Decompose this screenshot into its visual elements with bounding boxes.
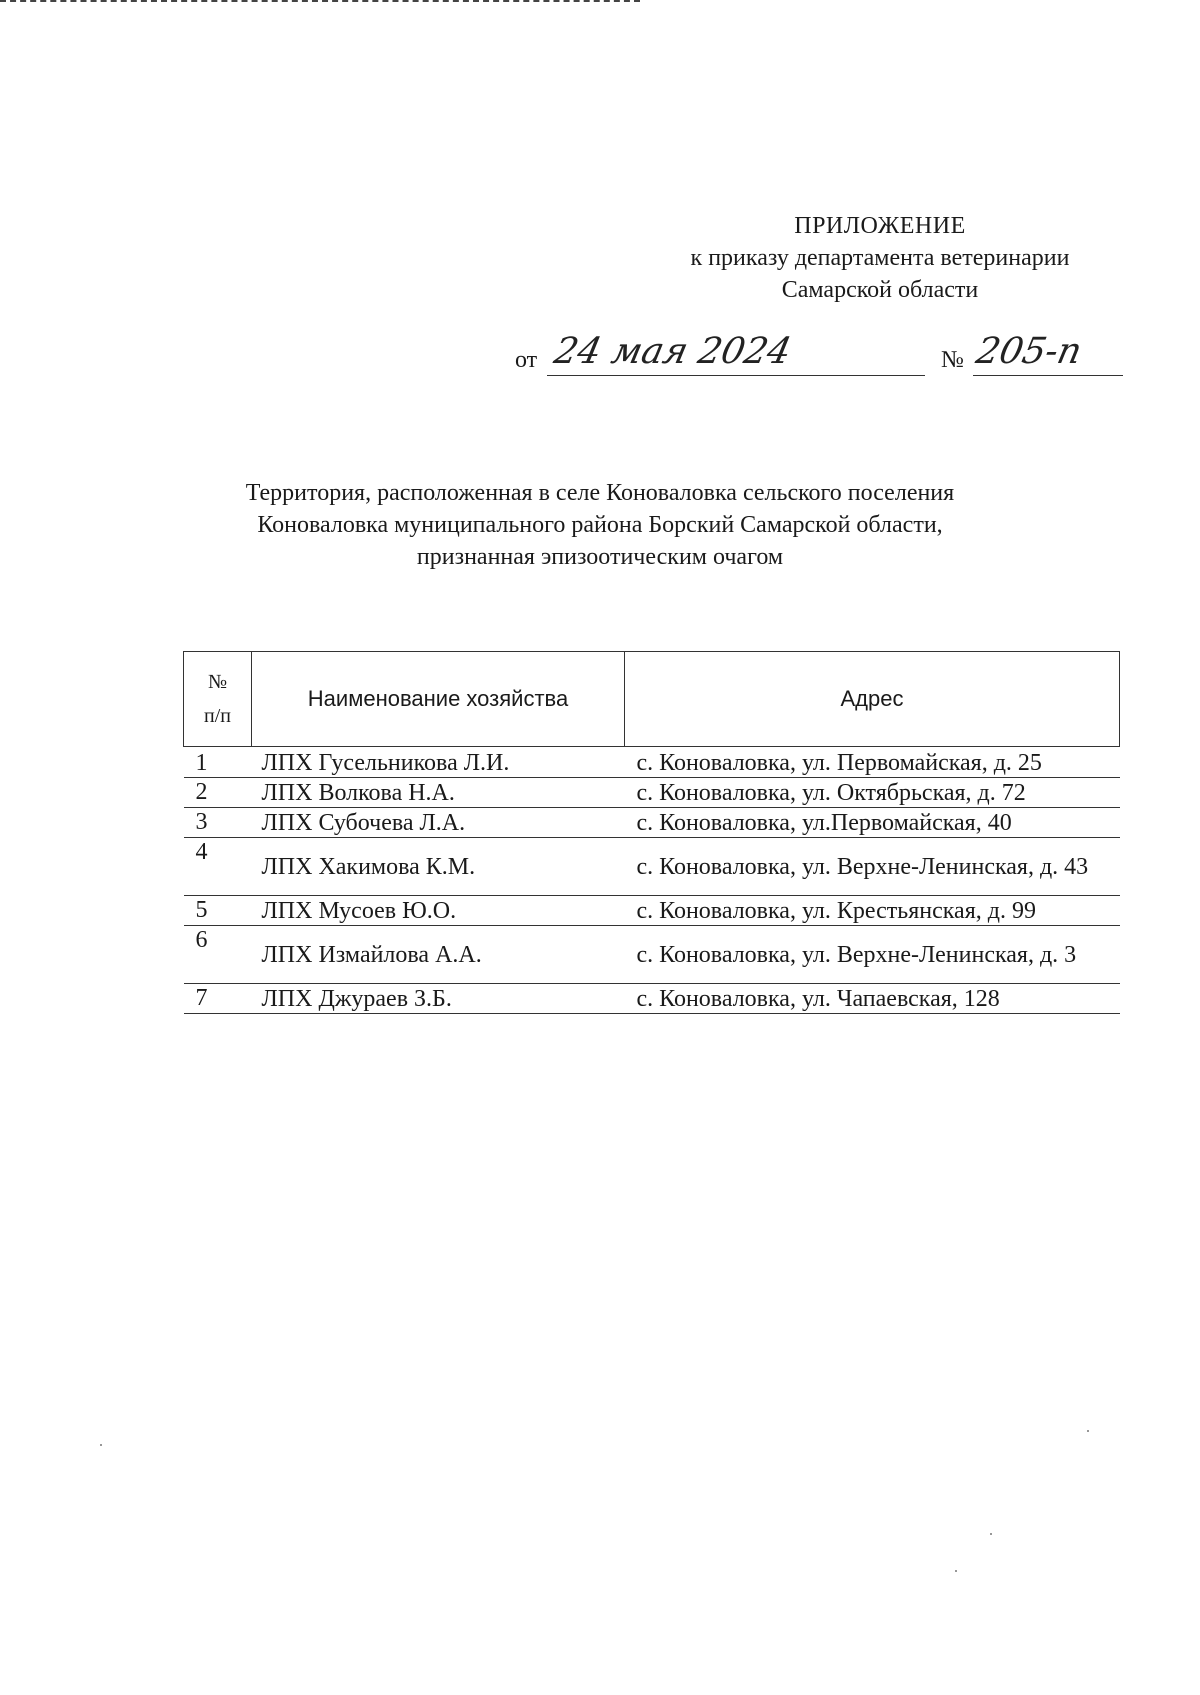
header-number-abbr: п/п (204, 705, 231, 727)
header-number (184, 652, 252, 747)
scan-speck (1087, 1430, 1089, 1432)
row-farm-name: ЛПХ Джураев З.Б. (252, 984, 625, 1014)
table-header-row (184, 652, 1120, 747)
table-row (184, 896, 1120, 926)
table-row (184, 838, 1120, 896)
scan-speck (990, 1533, 992, 1535)
scan-speck (955, 1570, 957, 1572)
title-line-3: признанная эпизоотическим очагом (416, 544, 784, 570)
number-prefix: № (941, 347, 964, 373)
scan-speck (100, 1444, 102, 1446)
title-line-1: Территория, расположенная в селе Коноваловка сельского поселения (245, 480, 955, 506)
appendix-heading: ПРИЛОЖЕНИЕ (794, 213, 966, 239)
header-farm-name: Наименование хозяйства (252, 652, 625, 747)
title-line-2: Коноваловка муниципального района Борский Самарской области, (257, 512, 943, 538)
row-address: с. Коноваловка, ул. Верхне-Ленинская, д. 3 (625, 926, 1120, 984)
table-row (184, 926, 1120, 984)
scan-edge-dashes (0, 0, 640, 2)
table-row (184, 778, 1120, 808)
header-number-sign: № (207, 671, 228, 693)
row-farm-name: ЛПХ Субочева Л.А. (252, 808, 625, 838)
table-row (184, 984, 1120, 1014)
row-address: с. Коноваловка, ул. Октябрьская, д. 72 (625, 778, 1120, 808)
order-date-line (515, 330, 1135, 380)
farms-table (183, 651, 1120, 1014)
appendix-block (640, 210, 1120, 306)
row-number: 5 (184, 896, 252, 926)
handwritten-date: 24 мая 2024 (550, 331, 795, 372)
row-address: с. Коноваловка, ул. Верхне-Ленинская, д. 43 (625, 838, 1120, 896)
row-number: 1 (184, 747, 252, 778)
row-address: с. Коноваловка, ул. Чапаевская, 128 (625, 984, 1120, 1014)
header-address: Адрес (625, 652, 1120, 747)
document-title (150, 477, 1050, 573)
date-prefix: от (515, 347, 538, 373)
table-row (184, 747, 1120, 778)
appendix-line-1: к приказу департамента ветеринарии (690, 245, 1070, 271)
row-farm-name: ЛПХ Хакимова К.М. (252, 838, 625, 896)
table-row (184, 808, 1120, 838)
row-address: с. Коноваловка, ул. Первомайская, д. 25 (625, 747, 1120, 778)
row-address: с. Коноваловка, ул. Крестьянская, д. 99 (625, 896, 1120, 926)
row-farm-name: ЛПХ Измайлова А.А. (252, 926, 625, 984)
row-number: 2 (184, 778, 252, 808)
row-number: 7 (184, 984, 252, 1014)
row-number: 4 (184, 838, 252, 896)
row-number: 6 (184, 926, 252, 984)
row-farm-name: ЛПХ Волкова Н.А. (252, 778, 625, 808)
row-address: с. Коноваловка, ул.Первомайская, 40 (625, 808, 1120, 838)
appendix-line-2: Самарской области (781, 277, 979, 303)
row-farm-name: ЛПХ Гусельникова Л.И. (252, 747, 625, 778)
row-farm-name: ЛПХ Мусоев Ю.О. (252, 896, 625, 926)
row-number: 3 (184, 808, 252, 838)
handwritten-number: 205-п (972, 331, 1086, 372)
